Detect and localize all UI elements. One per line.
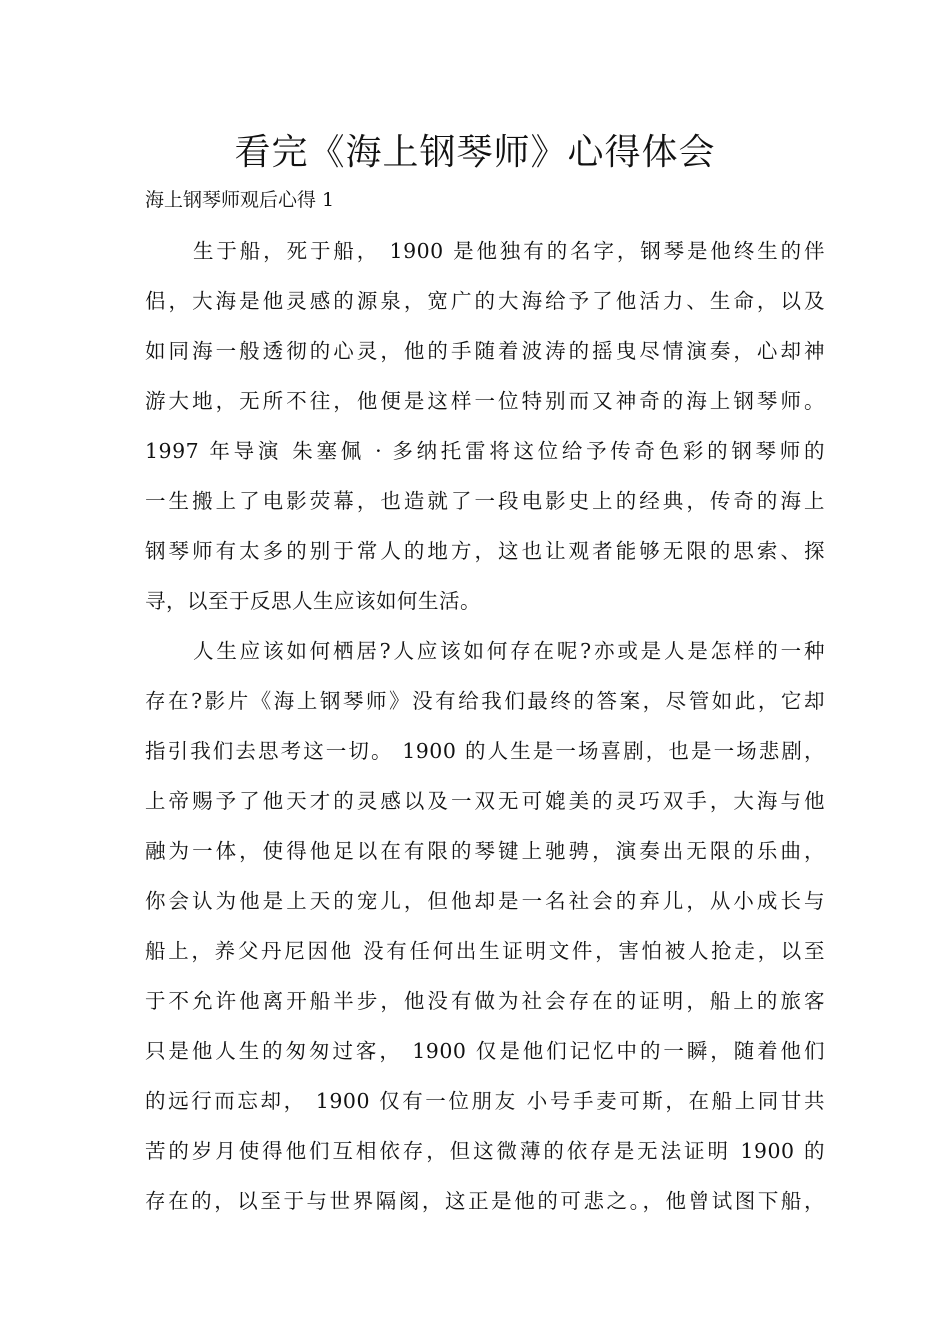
paragraph-1-line: 1997 年导演 朱塞佩 · 多纳托雷将这位给予传奇色彩的钢琴师的	[145, 439, 825, 463]
paragraph-2-line: 融为一体，使得他足以在有限的琴键上驰骋，演奏出无限的乐曲，	[145, 839, 825, 863]
paragraph-2-line: 人生应该如何栖居?人应该如何存在呢?亦或是人是怎样的一种	[193, 639, 825, 663]
paragraph-2-line: 存在?影片《海上钢琴师》没有给我们最终的答案，尽管如此，它却	[145, 689, 825, 713]
paragraph-2-line: 于不允许他离开船半步，他没有做为社会存在的证明，船上的旅客	[145, 989, 825, 1013]
paragraph-1-line: 生于船，死于船， 1900 是他独有的名字，钢琴是他终生的伴	[193, 239, 825, 263]
document-title: 看完《海上钢琴师》心得体会	[234, 132, 716, 173]
paragraph-2-line: 存在的，以至于与世界隔阂，这正是他的可悲之。，他曾试图下船，	[145, 1189, 825, 1213]
paragraph-1-line: 一生搬上了电影荧幕，也造就了一段电影史上的经典，传奇的海上	[145, 489, 825, 513]
paragraph-1-line: 游大地，无所不往，他便是这样一位特别而又神奇的海上钢琴师。	[145, 389, 825, 413]
paragraph-2-line: 你会认为他是上天的宠儿，但他却是一名社会的弃儿，从小成长与	[145, 889, 825, 913]
paragraph-1-line: 钢琴师有太多的别于常人的地方，这也让观者能够无限的思索、探	[145, 539, 825, 563]
paragraph-2-line: 苦的岁月使得他们互相依存，但这微薄的依存是无法证明 1900 的	[145, 1139, 825, 1163]
paragraph-2-line: 上帝赐予了他天才的灵感以及一双无可媲美的灵巧双手，大海与他	[145, 789, 825, 813]
document-subtitle: 海上钢琴师观后心得 1	[145, 189, 335, 211]
paragraph-2-line: 只是他人生的匆匆过客， 1900 仅是他们记忆中的一瞬，随着他们	[145, 1039, 825, 1063]
paragraph-1-line: 如同海一般透彻的心灵，他的手随着波涛的摇曳尽情演奏，心却神	[145, 339, 825, 363]
paragraph-2-line: 指引我们去思考这一切。 1900 的人生是一场喜剧，也是一场悲剧，	[145, 739, 825, 763]
paragraph-2-line: 船上，养父丹尼因他 没有任何出生证明文件，害怕被人抢走，以至	[145, 939, 825, 963]
paragraph-1-line: 侣，大海是他灵感的源泉，宽广的大海给予了他活力、生命，以及	[145, 289, 825, 313]
paragraph-1-line: 寻，以至于反思人生应该如何生活。	[145, 589, 481, 613]
paragraph-2-line: 的远行而忘却， 1900 仅有一位朋友 小号手麦可斯，在船上同甘共	[145, 1089, 825, 1113]
